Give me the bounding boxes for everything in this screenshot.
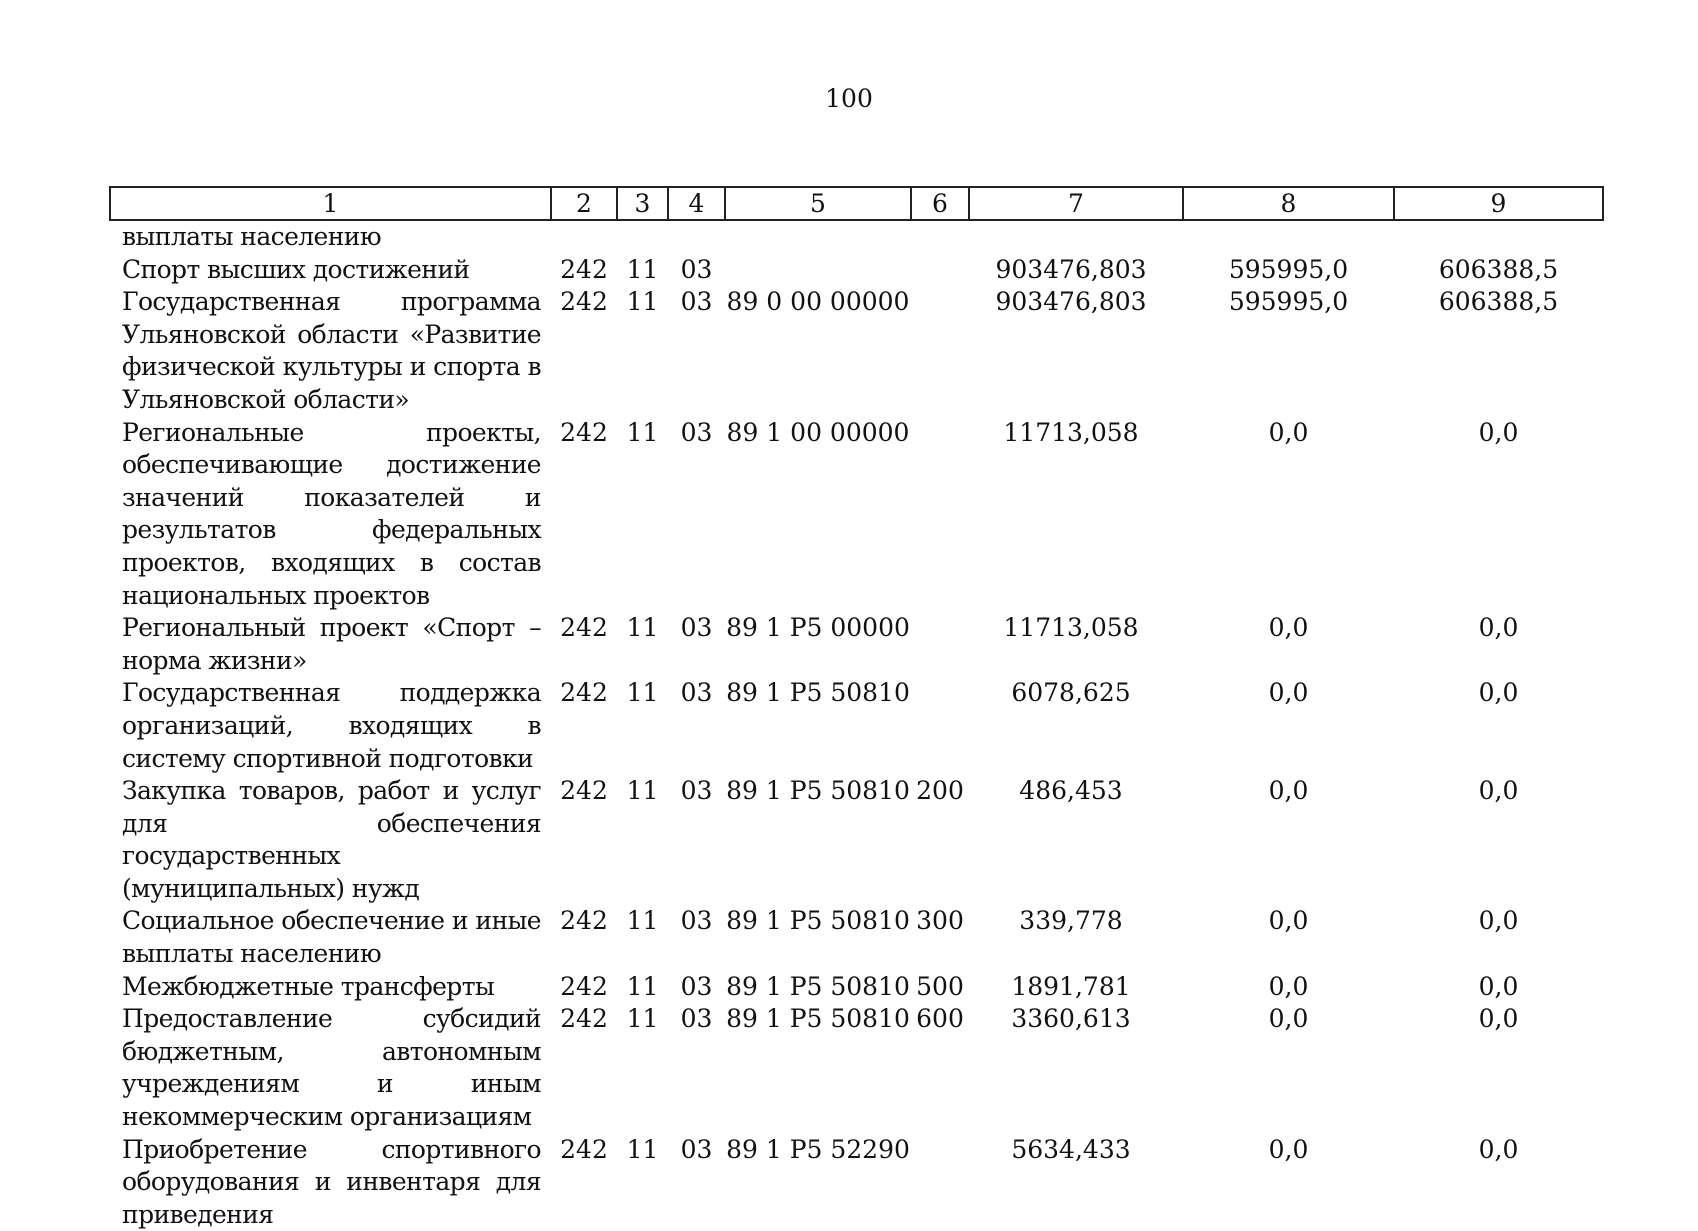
table-row (110, 417, 1603, 613)
row-code-2: 242 (560, 678, 608, 708)
row-amount-7: 6078,625 (1011, 678, 1131, 708)
row-amount-8: 595995,0 (1228, 287, 1349, 317)
row-name: Предоставление субсидий бюджетным, автономным учреждениям и иным некоммерческим организациям (122, 1004, 541, 1132)
row-code-6: 300 (916, 906, 964, 936)
row-amount-9: 0,0 (1478, 906, 1519, 936)
row-code-2: 242 (560, 776, 608, 806)
row-amount-9: 0,0 (1478, 776, 1519, 806)
row-code-2: 242 (560, 417, 608, 447)
row-name: Региональный проект «Спорт – норма жизни» (122, 613, 541, 675)
row-code-3: 11 (626, 906, 659, 936)
row-code-5: 89 1 Р5 50810 (726, 906, 910, 936)
row-amount-9: 0,0 (1478, 1134, 1519, 1164)
row-code-4: 03 (680, 906, 713, 936)
row-code-5 (725, 220, 911, 254)
column-header-3: 3 (617, 187, 668, 220)
row-code-5: 89 1 Р5 52290 (726, 1134, 910, 1164)
row-amount-7: 11713,058 (1003, 613, 1139, 643)
row-code-3: 11 (626, 1004, 659, 1034)
row-code-3: 11 (626, 776, 659, 806)
row-name: Государственная поддержка организаций, входящих в систему спортивной подготовки (122, 678, 541, 773)
column-header-9: 9 (1394, 187, 1603, 220)
row-code-6: 600 (916, 1004, 964, 1034)
row-code-2: 242 (560, 906, 608, 936)
row-code-6 (911, 254, 969, 287)
row-amount-9: 0,0 (1478, 1004, 1519, 1034)
row-code-2 (551, 220, 617, 254)
row-amount-8 (1183, 220, 1394, 254)
table-row (110, 286, 1603, 416)
page-number: 100 (825, 84, 873, 113)
row-code-5: 89 0 00 00000 (726, 287, 910, 317)
table-body (110, 220, 1603, 1231)
row-code-2: 242 (560, 971, 608, 1001)
row-code-3 (617, 220, 668, 254)
row-amount-7: 339,778 (1019, 906, 1123, 936)
row-code-5 (725, 254, 911, 287)
row-code-4: 03 (680, 254, 713, 284)
table-header-row (110, 187, 1603, 220)
row-code-4: 03 (680, 1004, 713, 1034)
row-name: Межбюджетные трансферты (122, 971, 495, 1001)
column-header-7: 7 (969, 187, 1183, 220)
table-row (110, 775, 1603, 905)
row-name: выплаты населению (122, 222, 382, 251)
row-amount-7: 3360,613 (1011, 1004, 1131, 1034)
row-code-6 (911, 612, 969, 677)
table-row (110, 677, 1603, 775)
row-code-2: 242 (560, 1004, 608, 1034)
row-code-3: 11 (626, 287, 659, 317)
row-code-2: 242 (560, 254, 608, 284)
row-amount-7 (969, 220, 1183, 254)
row-code-6: 500 (916, 971, 964, 1001)
row-code-3: 11 (626, 613, 659, 643)
row-amount-8: 0,0 (1268, 678, 1309, 708)
column-header-5: 5 (725, 187, 911, 220)
table-row (110, 905, 1603, 970)
row-name: Социальное обеспечение и иные выплаты населению (122, 906, 541, 969)
row-code-4: 03 (680, 776, 713, 806)
row-code-2: 242 (560, 613, 608, 643)
row-amount-8: 0,0 (1268, 613, 1309, 643)
row-code-4: 03 (680, 971, 713, 1001)
row-code-6 (911, 417, 969, 613)
row-code-6 (911, 677, 969, 775)
row-code-6 (911, 1134, 969, 1231)
row-code-5: 89 1 Р5 50810 (726, 678, 910, 708)
row-amount-7: 903476,803 (995, 254, 1147, 284)
row-code-3: 11 (626, 971, 659, 1001)
row-name: Спорт высших достижений (122, 254, 470, 284)
row-code-2: 242 (560, 1134, 608, 1164)
row-amount-8: 0,0 (1268, 417, 1309, 447)
row-amount-8: 0,0 (1268, 1134, 1309, 1164)
row-code-4 (668, 220, 725, 254)
row-code-5: 89 1 00 00000 (726, 417, 910, 447)
row-code-4: 03 (680, 613, 713, 643)
row-amount-8: 0,0 (1268, 971, 1309, 1001)
row-name: Государственная программа Ульяновской области «Развитие физической культуры и спорта в Ульяновской области» (122, 287, 541, 414)
row-amount-8: 0,0 (1268, 776, 1309, 806)
table-row (110, 1003, 1603, 1133)
row-amount-9: 0,0 (1478, 971, 1519, 1001)
table-row (110, 254, 1603, 287)
row-code-6 (911, 286, 969, 416)
column-header-2: 2 (551, 187, 617, 220)
row-amount-9: 0,0 (1478, 613, 1519, 643)
table-row (110, 971, 1603, 1004)
column-header-1: 1 (110, 187, 551, 220)
table-row (110, 612, 1603, 677)
column-header-6: 6 (911, 187, 969, 220)
row-amount-9: 0,0 (1478, 417, 1519, 447)
table-row (110, 220, 1603, 254)
row-name: Приобретение спортивного оборудования и инвентаря для приведения (122, 1134, 541, 1229)
row-code-2: 242 (560, 287, 608, 317)
row-code-6: 200 (916, 776, 964, 806)
row-code-4: 03 (680, 417, 713, 447)
row-code-3: 11 (626, 1134, 659, 1164)
row-code-5: 89 1 Р5 00000 (726, 613, 910, 643)
column-header-4: 4 (668, 187, 725, 220)
row-name: Закупка товаров, работ и услуг для обеспечения государственных (муниципальных) нужд (122, 776, 541, 903)
row-amount-9: 606388,5 (1438, 254, 1559, 284)
row-amount-8: 595995,0 (1228, 254, 1349, 284)
row-code-6 (911, 220, 969, 254)
row-amount-7: 5634,433 (1011, 1134, 1131, 1164)
row-amount-8: 0,0 (1268, 906, 1309, 936)
row-amount-7: 1891,781 (1011, 971, 1131, 1001)
row-amount-7: 486,453 (1019, 776, 1123, 806)
row-amount-9: 606388,5 (1438, 287, 1559, 317)
row-code-5: 89 1 Р5 50810 (726, 1004, 910, 1034)
row-amount-9 (1394, 220, 1603, 254)
row-name: Региональные проекты, обеспечивающие достижение значений показателей и результатов федеральных проектов, входящих в состав национальных проектов (122, 417, 541, 610)
row-code-3: 11 (626, 678, 659, 708)
row-code-5: 89 1 Р5 50810 (726, 971, 910, 1001)
row-amount-8: 0,0 (1268, 1004, 1309, 1034)
row-code-5: 89 1 Р5 50810 (726, 776, 910, 806)
column-header-8: 8 (1183, 187, 1394, 220)
row-code-4: 03 (680, 1134, 713, 1164)
row-amount-7: 903476,803 (995, 287, 1147, 317)
row-code-3: 11 (626, 417, 659, 447)
table-row (110, 1134, 1603, 1231)
row-amount-7: 11713,058 (1003, 417, 1139, 447)
budget-table (109, 186, 1604, 1231)
row-code-4: 03 (680, 287, 713, 317)
row-code-4: 03 (680, 678, 713, 708)
row-code-3: 11 (626, 254, 659, 284)
row-amount-9: 0,0 (1478, 678, 1519, 708)
